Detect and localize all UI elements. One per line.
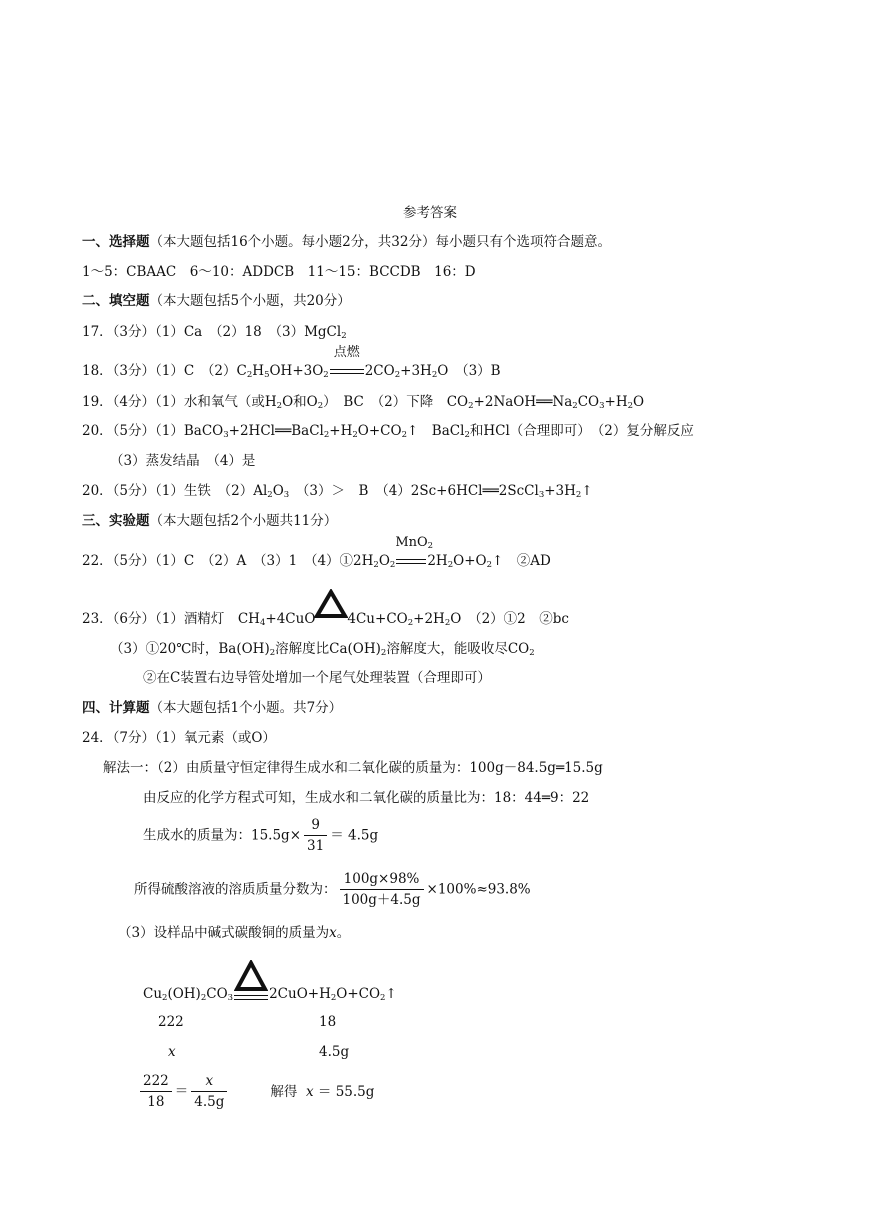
mass-left: x [168, 1044, 176, 1060]
section-heading: 四、计算题 [82, 700, 150, 716]
answer-20: 20．（5分）$(1)BaCO_3+2HCl══BaCl_2+H_2O+CO_2↑$ BaCl$_2$和HCl（合理即可） （2）复分解反应 [82, 423, 694, 440]
mass-right: 4.5g [319, 1044, 350, 1060]
solution-line-1: 解法一：（2）由质量守恒定律得生成水和二氧化碳的质量为：100g－84.5g═15.5g [103, 760, 603, 776]
reaction-condition: 点燃 [329, 361, 365, 381]
solution-line-3: 生成水的质量为：15.5g× $\frac{9}{31}$ ＝ 4.5g [143, 817, 379, 854]
fraction: $\frac{222}{18}$ [140, 1071, 172, 1112]
section-choice [82, 232, 611, 252]
fraction: $\frac{9}{31}$ [304, 815, 327, 856]
reaction-condition: MnO$_2$ [395, 551, 427, 571]
answer-23-part3b: ②在C装置右边导管处增加一个尾气处理装置（合理即可） [143, 670, 491, 686]
heating-triangle-icon [234, 960, 268, 992]
answer-23: 23．（6分）（1）酒精灯 $CH_4+4CuO$ $4Cu+CO_2+2H_2O$ （2）①2 ②bc [82, 609, 569, 629]
solution-line-4: 所得硫酸溶液的溶质质量分数为： $\frac{100g\times 98\%}{100g+4.5g}$ ×100%≈93.8% [134, 871, 531, 908]
fraction: $\frac{100g\times 98\%}{100g+4.5g}$ [340, 869, 424, 910]
section-note: （本大题包括16个小题。每小题2分，共32分）每小题只有个选项符合题意。 [149, 234, 611, 250]
section-experiment [82, 511, 337, 531]
answer-18: 18．（3分）（1）C $(2)C_2H_5OH+3O_2$ 点燃 $2CO_2+3H_2O$ （3）B [82, 345, 501, 380]
heating-triangle-icon [314, 589, 348, 619]
page-title: 参考答案 [403, 205, 457, 221]
molar-mass-right: 18 [319, 1014, 337, 1030]
answer-23-part3: （3）①20℃时，$Ba(OH)_2$溶解度比$Ca(OH)_2$溶解度大，能吸收尽$CO_2$ [110, 641, 535, 658]
section-heading: 二、填空题 [82, 293, 150, 309]
decomposition-equation: $Cu_2(OH)_2CO_3$ $2CuO+H_2O+CO_2↑$ [143, 984, 397, 1004]
answer-21: 20．（5分）（1）生铁 $(2)Al_2O_3$ （3）＞ B $(4)2Sc+6HCl══2ScCl_3+3H_2↑$ [82, 483, 593, 500]
section-note: （本大题包括2个小题共11分） [149, 513, 338, 529]
fraction: $\frac{x}{4.5g}$ [191, 1071, 227, 1112]
section-note: （本大题包括5个小题，共20分） [149, 293, 351, 309]
final-proportion: $\frac{222}{18}$ ＝ $\frac{x}{4.5g}$ 解得 x ＝ 55.5g [140, 1071, 374, 1112]
answer-24: 24．（7分）（1）氧元素（或O） [82, 730, 276, 746]
section-calc [82, 698, 342, 718]
solution-line-5: （3）设样品中碱式碳酸铜的质量为x。 [118, 925, 351, 941]
section-heading: 一、选择题 [82, 234, 150, 250]
answer-22: 22．（5分）（1）C （2）A （3）1 $(4)①2H_2O_2$ MnO$_2$ $2H_2O+O_2↑$ ②AD [82, 535, 551, 570]
solution-line-2: 由反应的化学方程式可知，生成水和二氧化碳的质量比为：18：44═9：22 [143, 790, 590, 806]
molar-mass-left: 222 [158, 1014, 184, 1030]
choice-answers: 1～5：CBAAC 6～10：ADDCB 11～15：BCCDB 16：D [82, 264, 476, 280]
section-fill [82, 291, 351, 311]
answer-17: 17．（3分）（1）Ca （2）18 （3）MgCl$_2$ [82, 324, 347, 341]
answer-20-cont: （3）蒸发结晶 （4）是 [110, 453, 256, 469]
section-heading: 三、实验题 [82, 513, 150, 529]
answer-19: 19．（4分）（1）水和氧气（或$H_2O$和$O_2$） BC （2）下降 $CO_2+2NaOH══Na_2CO_3+H_2O$ [82, 394, 645, 411]
section-note: （本大题包括1个小题。共7分） [149, 700, 343, 716]
